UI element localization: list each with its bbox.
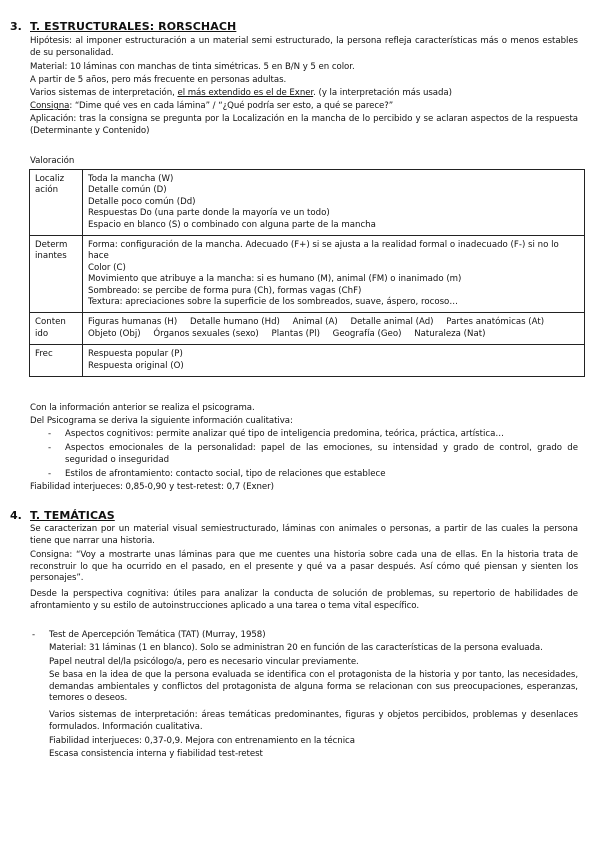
bullet-dash: -: [48, 429, 52, 439]
consigna-label: Consigna: [30, 101, 70, 111]
tat-idea: Se basa en la idea de que la persona evaluada se identifica con el protagonista de la historia y por tanto, las necesidades, demandas ambientales y conflictos del protagonista de alguna forma se relacionan con sus preocupaciones, esperanzas, temores o deseos.: [49, 670, 578, 704]
list-item: Detalle animal (Ad): [350, 317, 434, 328]
determinantes-label: Determ inantes: [30, 236, 83, 313]
table-row: [30, 313, 585, 345]
bullet-dash: -: [48, 469, 52, 479]
section-4-title: T. TEMÁTICAS: [30, 509, 115, 522]
list-item: Objeto (Obj): [88, 328, 141, 339]
list-item: Respuesta original (O): [88, 360, 184, 371]
list-item: Espacio en blanco (S) o combinado con alguna parte de la mancha: [88, 219, 376, 230]
aplicacion-text: Aplicación: tras la consigna se pregunta por la Localización en la mancha de lo percibido y se aclaran aspectos de la respuesta (Determinante y Contenido): [30, 114, 578, 136]
list-item: Respuestas Do (una parte donde la mayoría ve un todo): [88, 208, 330, 219]
deriva-text: Del Psicograma se deriva la siguiente información cualitativa:: [30, 416, 293, 426]
valoracion-title: Valoración: [30, 156, 75, 166]
list-item: Color (C): [88, 262, 126, 273]
material-text: Material: 10 láminas con manchas de tinta simétricas. 5 en B/N y 5 en color.: [30, 62, 355, 72]
sistemas-underlined: el más extendido es el de Exner: [177, 88, 314, 98]
tematicas-consigna: Consigna: “Voy a mostrarte unas láminas para que me cuentes una historia sobre cada una de ellas. En la historia trata de reconstruir lo que ha ocurrido en el pasado, en el presente y qué va a pasar después. Así cómo qué piensan y sienten los personajes”.: [30, 550, 578, 584]
bullet-dash: -: [48, 443, 52, 453]
tat-consistencia: Escasa consistencia interna y fiabilidad test-retest: [49, 749, 263, 759]
list-item: Toda la mancha (W): [88, 174, 174, 184]
section-3-number: 3.: [10, 20, 22, 33]
table-row: [30, 236, 585, 313]
valoracion-table: [29, 169, 585, 377]
sistemas-text: [30, 88, 578, 100]
bullet-dash: -: [32, 630, 36, 640]
list-item: Detalle humano (Hd): [189, 317, 280, 328]
frecuencia-label: Frec: [30, 345, 83, 377]
localizacion-label: Localiz ación: [30, 170, 83, 236]
section-4-number: 4.: [10, 509, 22, 522]
psicograma-text: Con la información anterior se realiza el psicograma.: [30, 403, 255, 413]
list-item: Geografía (Geo): [332, 328, 402, 339]
fiabilidad-text: Fiabilidad interjueces: 0,85-0,90 y test-retest: 0,7 (Exner): [30, 482, 274, 492]
sistemas-post: . (y la interpretación más usada): [313, 88, 452, 98]
contenido-label: Conten ido: [30, 313, 83, 345]
table-row: [30, 345, 585, 377]
section-3-title: T. ESTRUCTURALES: RORSCHACH: [30, 20, 237, 33]
list-item: Textura: apreciaciones sobre la superficie de los sombreados, suave, áspero, rocoso…: [88, 297, 458, 308]
list-item: Detalle poco común (Dd): [88, 196, 196, 207]
tat-title: Test de Apercepción Temática (TAT) (Murray, 1958): [49, 630, 266, 640]
list-item: Sombreado: se percibe de forma pura (Ch), formas vagas (ChF): [88, 285, 362, 296]
localizacion-cell: [83, 170, 585, 236]
hipotesis-text: Hipótesis: al imponer estructuración a un material semi estructurado, la persona refleja características más o menos estables de su personalidad.: [30, 36, 578, 58]
bullet-item: Aspectos emocionales de la personalidad: papel de las emociones, su intensidad y grado de control, grado de seguridad o inseguridad: [65, 443, 578, 465]
tematicas-perspectiva: Desde la perspectiva cognitiva: útiles para analizar la conducta de solución de problemas, su repertorio de habilidades de afrontamiento y su estilo de autoinstrucciones aplicado a una tarea o tema vital específico.: [30, 589, 578, 611]
consigna-text: : “Dime qué ves en cada lámina” / “¿Qué podría ser esto, a qué se parece?”: [69, 101, 394, 111]
tematicas-intro: Se caracterizan por un material visual semiestructurado, láminas con animales o personas, a partir de las cuales la persona tiene que narrar una historia.: [30, 524, 578, 546]
contenido-cell: [83, 313, 585, 345]
list-item: Naturaleza (Nat): [414, 328, 486, 339]
tat-sistemas: Varios sistemas de interpretación: áreas temáticas predominantes, figuras y objetos percibidos, problemas y desenlaces formulados. Información cualitativa.: [49, 710, 578, 732]
bullet-item: Aspectos cognitivos: permite analizar qué tipo de inteligencia predomina, teórica, práctica, artística…: [65, 429, 504, 439]
table-row: [30, 170, 585, 236]
list-item: Respuesta popular (P): [88, 349, 183, 360]
list-item: Movimiento que atribuye a la mancha: si es humano (M), animal (FM) o inanimado (m): [88, 274, 462, 285]
edad-text: A partir de 5 años, pero más frecuente en personas adultas.: [30, 75, 287, 85]
contenido-row-2: [88, 329, 579, 340]
list-item: Partes anatómicas (At): [446, 317, 545, 328]
list-item: Animal (A): [292, 317, 338, 328]
sistemas-pre: Varios sistemas de interpretación,: [30, 88, 178, 98]
frecuencia-cell: [83, 345, 585, 377]
list-item: Figuras humanas (H): [88, 317, 178, 328]
tat-papel: Papel neutral del/la psicólogo/a, pero es necesario vincular previamente.: [49, 657, 359, 667]
list-item: Forma: configuración de la mancha. Adecuado (F+) si se ajusta a la realidad formal o inadecuado (F-) si no lo hace: [88, 240, 559, 262]
contenido-row-1: [88, 317, 579, 328]
consigna-line: [30, 101, 578, 113]
list-item: Plantas (Pl): [271, 328, 320, 339]
tat-fiabilidad: Fiabilidad interjueces: 0,37-0,9. Mejora con entrenamiento en la técnica: [49, 736, 355, 746]
list-item: Detalle común (D): [88, 185, 167, 196]
tat-material: Material: 31 láminas (1 en blanco). Solo se administran 20 en función de las características de la persona evaluada.: [49, 643, 543, 653]
list-item: Órganos sexuales (sexo): [153, 328, 259, 339]
bullet-item: Estilos de afrontamiento: contacto social, tipo de relaciones que establece: [65, 469, 386, 479]
determinantes-cell: [83, 236, 585, 313]
